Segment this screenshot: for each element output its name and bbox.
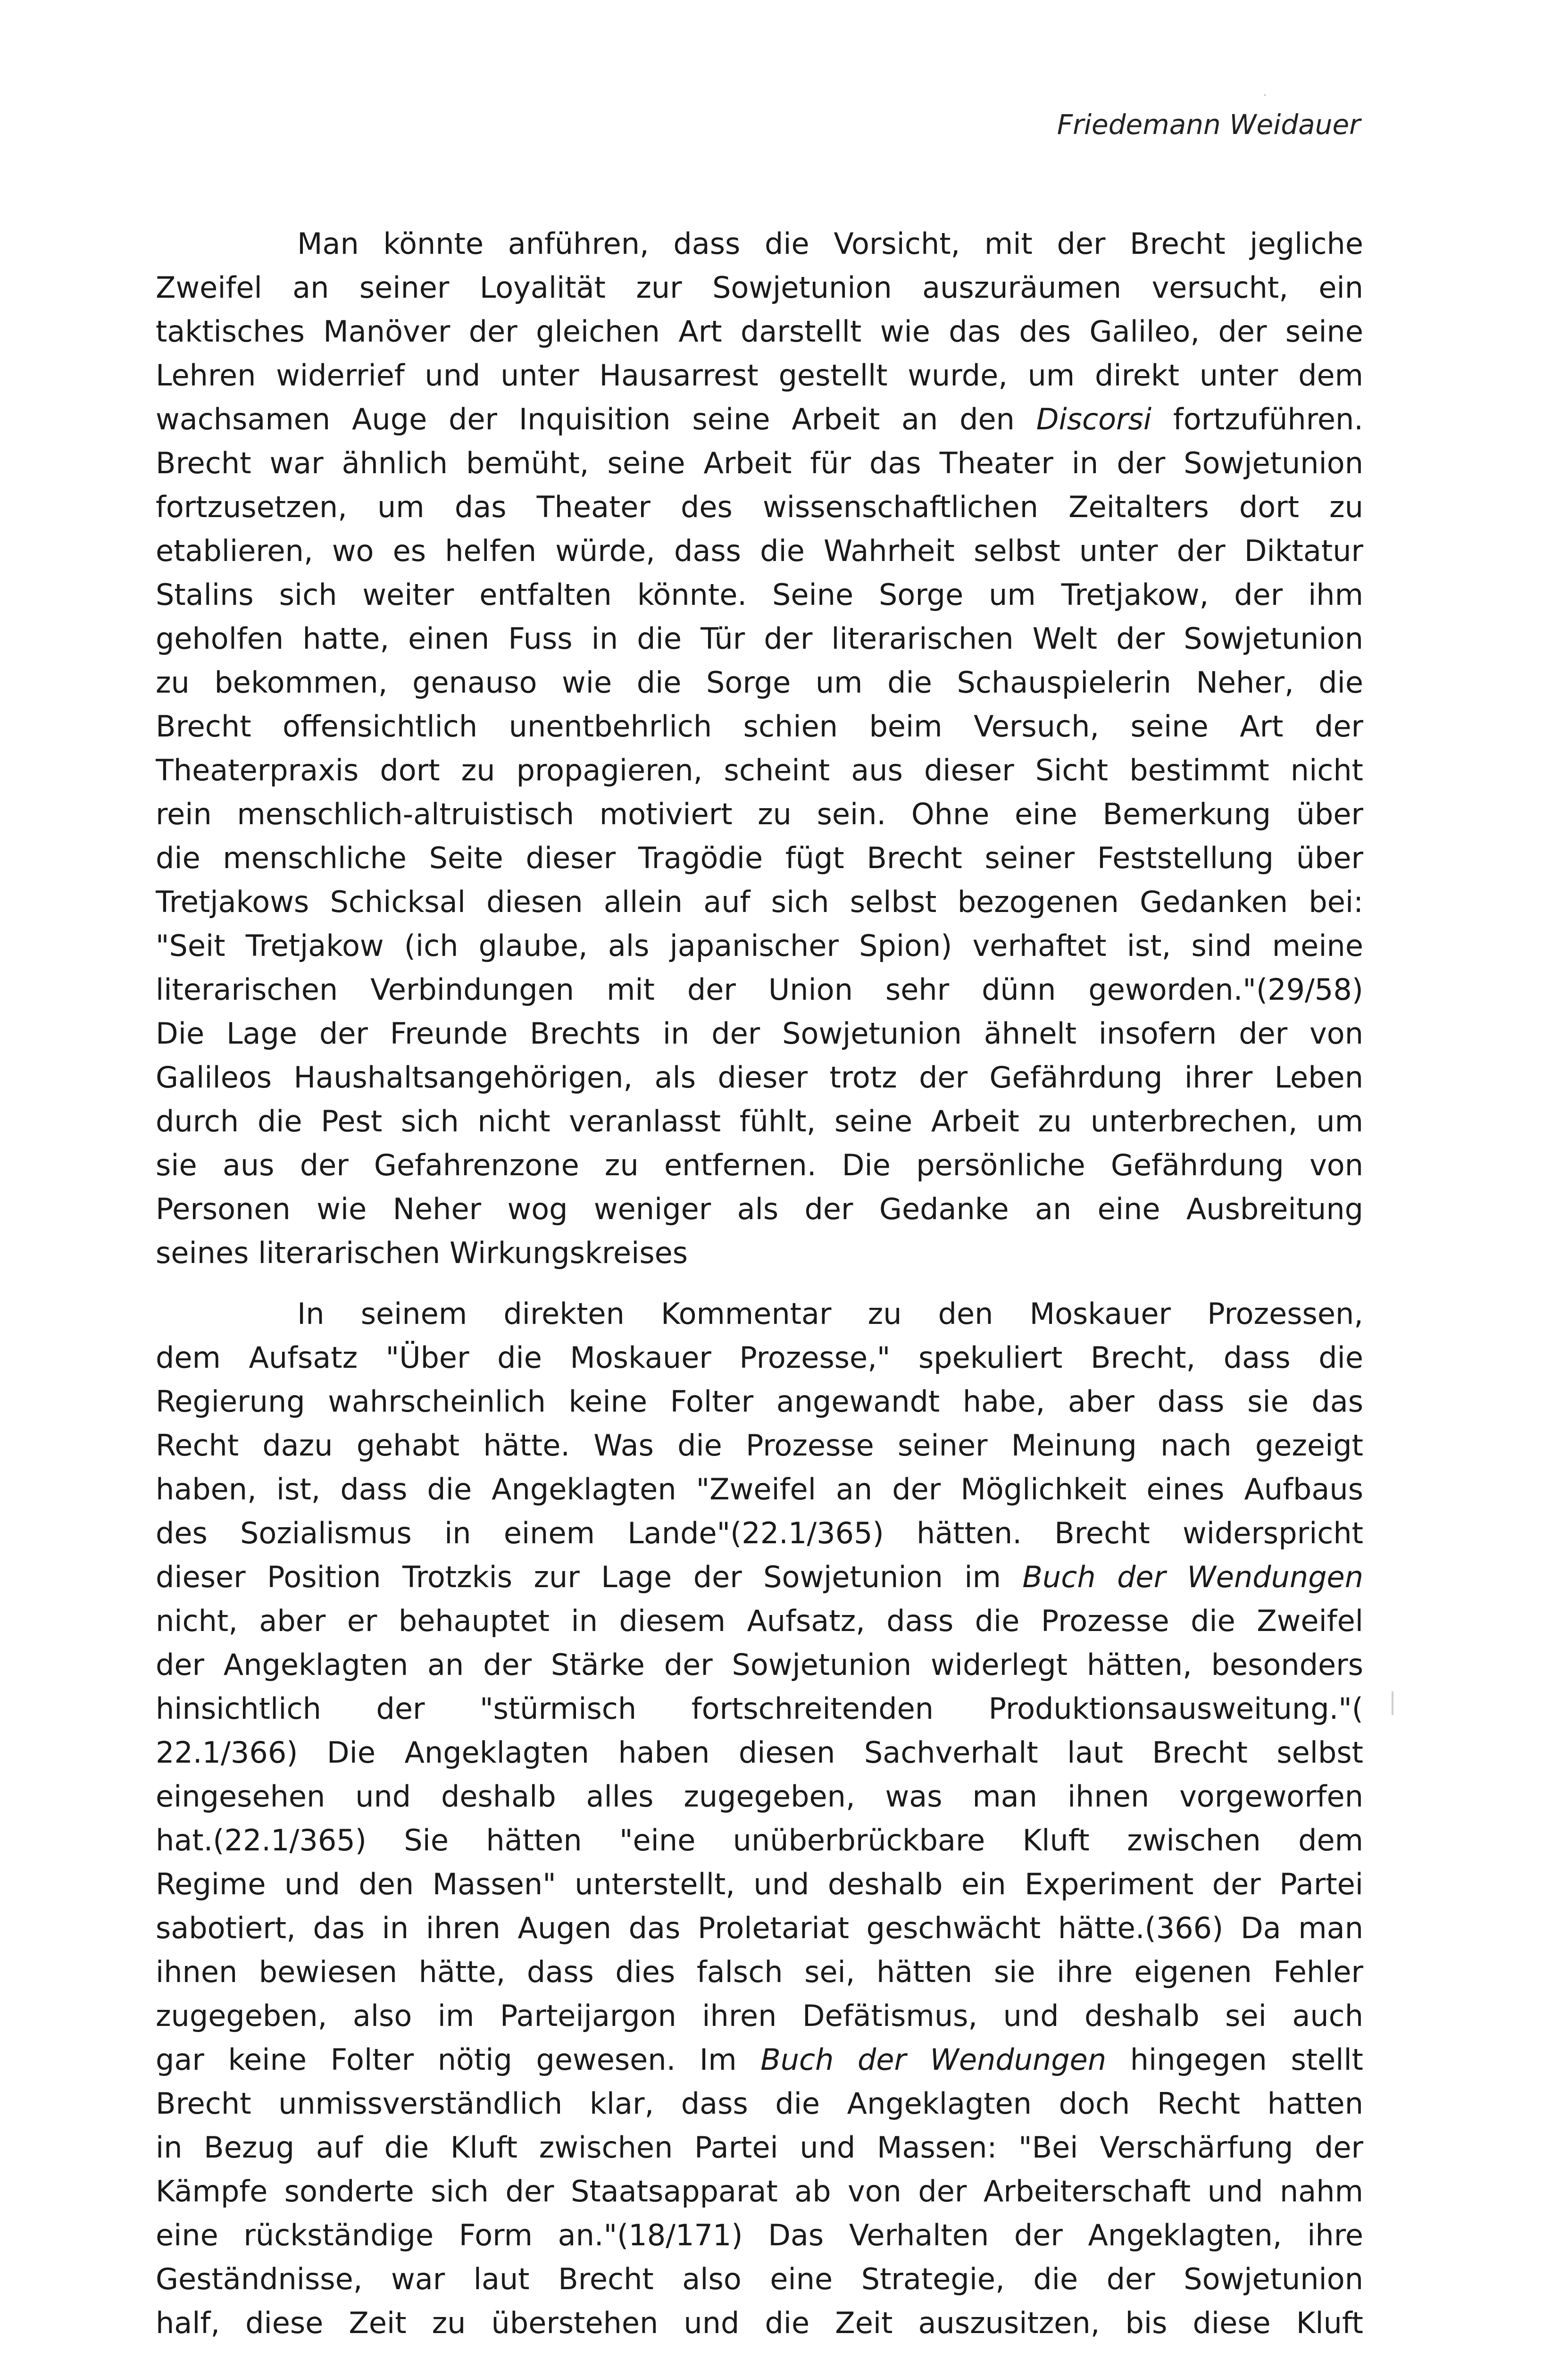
text-line: Regierung wahrscheinlich keine Folter angewandt habe, aber dass sie das <box>156 1384 1363 1419</box>
text-line: taktisches Manöver der gleichen Art darstellt wie das des Galileo, der seine <box>156 314 1363 349</box>
text-line: "Seit Tretjakow (ich glaube, als japanischer Spion) verhaftet ist, sind meine <box>156 929 1363 963</box>
text-line: eine rückständige Form an."(18/171) Das Verhalten der Angeklagten, ihre <box>156 2218 1363 2252</box>
text-line: half, diese Zeit zu überstehen und die Zeit auszusitzen, bis diese Kluft <box>156 2306 1363 2340</box>
text-line: die menschliche Seite dieser Tragödie fügt Brecht seiner Feststellung über <box>156 841 1363 875</box>
text-line: geholfen hatte, einen Fuss in die Tür der literarischen Welt der Sowjetunion <box>156 621 1363 656</box>
italic-title: Discorsi <box>1036 402 1152 436</box>
running-head: Friedemann Weidauer <box>1057 109 1360 141</box>
text-line: zu bekommen, genauso wie die Sorge um die Schauspielerin Neher, die <box>156 665 1363 700</box>
paragraph-gap <box>156 1275 1363 1292</box>
text-line: Stalins sich weiter entfalten könnte. Seine Sorge um Tretjakow, der ihm <box>156 577 1363 612</box>
text-line: Die Lage der Freunde Brechts in der Sowjetunion ähnelt insofern der von <box>156 1016 1363 1051</box>
text-line: des Sozialismus in einem Lande"(22.1/365) hätten. Brecht widerspricht <box>156 1516 1363 1550</box>
text-line: dem Aufsatz "Über die Moskauer Prozesse," spekuliert Brecht, dass die <box>156 1340 1363 1375</box>
text-line: Brecht war ähnlich bemüht, seine Arbeit für das Theater in der Sowjetunion <box>156 446 1363 480</box>
text-line: Tretjakows Schicksal diesen allein auf sich selbst bezogenen Gedanken bei: <box>156 885 1363 919</box>
text-line: seines literarischen Wirkungskreises <box>156 1236 688 1270</box>
body-text <box>156 222 1363 2345</box>
text-line: Theaterpraxis dort zu propagieren, scheint aus dieser Sicht bestimmt nicht <box>156 753 1363 787</box>
paragraph-2 <box>156 1292 1363 2345</box>
text-line: gar keine Folter nötig gewesen. Im Buch der Wendungen hingegen stellt <box>156 2042 1363 2077</box>
text-line: wachsamen Auge der Inquisition seine Arbeit an den Discorsi fortzuführen. <box>156 402 1363 436</box>
text-line: rein menschlich-altruistisch motiviert zu sein. Ohne eine Bemerkung über <box>156 797 1363 831</box>
text-line: nicht, aber er behauptet in diesem Aufsatz, dass die Prozesse die Zweifel <box>156 1604 1363 1638</box>
text-line: fortzusetzen, um das Theater des wissenschaftlichen Zeitalters dort zu <box>156 490 1363 524</box>
text-line: Galileos Haushaltsangehörigen, als dieser trotz der Gefährdung ihrer Leben <box>156 1060 1363 1095</box>
text-line: Man könnte anführen, dass die Vorsicht, mit der Brecht jegliche <box>297 226 1363 261</box>
text-line: in Bezug auf die Kluft zwischen Partei und Massen: "Bei Verschärfung der <box>156 2130 1363 2165</box>
text-line: Geständnisse, war laut Brecht also eine Strategie, die der Sowjetunion <box>156 2262 1363 2296</box>
text-line: sabotiert, das in ihren Augen das Proletariat geschwächt hätte.(366) Da man <box>156 1911 1363 1945</box>
text-line: ihnen bewiesen hätte, dass dies falsch sei, hätten sie ihre eigenen Fehler <box>156 1955 1363 1989</box>
text-line: literarischen Verbindungen mit der Union sehr dünn geworden."(29/58) <box>156 972 1363 1007</box>
margin-mark <box>1392 1691 1393 1715</box>
text-line: durch die Pest sich nicht veranlasst fühlt, seine Arbeit zu unterbrechen, um <box>156 1104 1363 1138</box>
text-line: Regime und den Massen" unterstellt, und deshalb ein Experiment der Partei <box>156 1867 1363 1901</box>
text-line: hat.(22.1/365) Sie hätten "eine unüberbrückbare Kluft zwischen dem <box>156 1823 1363 1857</box>
italic-title: Buch der Wendungen <box>1022 1560 1363 1594</box>
text-line: Kämpfe sonderte sich der Staatsapparat ab von der Arbeiterschaft und nahm <box>156 2174 1363 2208</box>
text-line: zugegeben, also im Parteijargon ihren Defätismus, und deshalb sei auch <box>156 1999 1363 2033</box>
text-line: Recht dazu gehabt hätte. Was die Prozesse seiner Meinung nach gezeigt <box>156 1428 1363 1463</box>
scan-speck <box>1264 94 1266 96</box>
text-line: 22.1/366) Die Angeklagten haben diesen Sachverhalt laut Brecht selbst <box>156 1735 1363 1770</box>
text-line: etablieren, wo es helfen würde, dass die Wahrheit selbst unter der Diktatur <box>156 534 1363 568</box>
italic-title: Buch der Wendungen <box>760 2042 1107 2077</box>
text-line: haben, ist, dass die Angeklagten "Zweifel an der Möglichkeit eines Aufbaus <box>156 1472 1363 1506</box>
text-line: Brecht unmissverständlich klar, dass die Angeklagten doch Recht hatten <box>156 2086 1363 2121</box>
text-line: eingesehen und deshalb alles zugegeben, was man ihnen vorgeworfen <box>156 1779 1363 1814</box>
text-line: sie aus der Gefahrenzone zu entfernen. Die persönliche Gefährdung von <box>156 1148 1363 1182</box>
text-line: Brecht offensichtlich unentbehrlich schien beim Versuch, seine Art der <box>156 709 1363 744</box>
text-line: Personen wie Neher wog weniger als der Gedanke an eine Ausbreitung <box>156 1192 1363 1226</box>
text-line: hinsichtlich der "stürmisch fortschreitenden Produktionsausweitung."( <box>156 1691 1363 1726</box>
text-line: dieser Position Trotzkis zur Lage der Sowjetunion im Buch der Wendungen <box>156 1560 1363 1594</box>
text-line: der Angeklagten an der Stärke der Sowjetunion widerlegt hätten, besonders <box>156 1648 1363 1682</box>
text-line: In seinem direkten Kommentar zu den Moskauer Prozessen, <box>297 1297 1363 1331</box>
paragraph-1 <box>156 222 1363 1275</box>
text-line: Lehren widerrief und unter Hausarrest gestellt wurde, um direkt unter dem <box>156 358 1363 393</box>
text-line: Zweifel an seiner Loyalität zur Sowjetunion auszuräumen versucht, ein <box>156 270 1363 305</box>
